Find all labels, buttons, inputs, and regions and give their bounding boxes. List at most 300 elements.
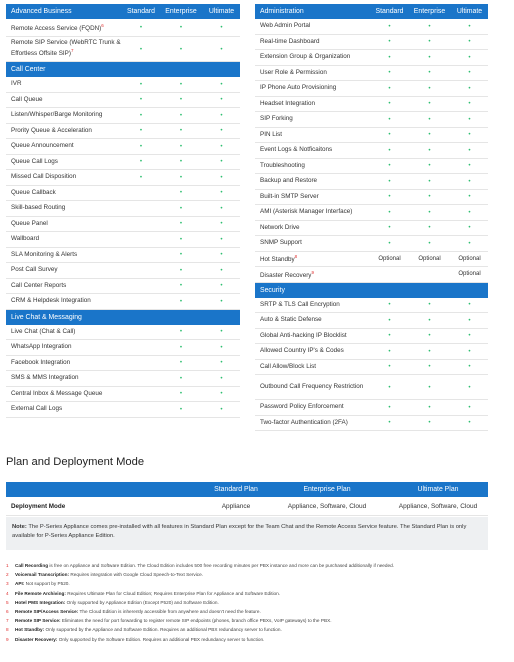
check-dot-icon: • xyxy=(220,328,223,336)
feature-label xyxy=(6,343,123,351)
check-dot-icon: • xyxy=(179,45,183,53)
footnote-item xyxy=(6,579,506,588)
col-header-ultimate: Ultimate xyxy=(456,8,483,15)
feature-name: Password Policy Enforcement xyxy=(260,403,344,411)
feature-row xyxy=(6,340,240,356)
feature-row xyxy=(6,155,240,171)
footnote-item xyxy=(6,589,506,598)
feature-label xyxy=(6,204,123,212)
feature-name: Skill-based Routing xyxy=(11,204,66,212)
footnote-text: Only supported by the Appliance and Software Edition. Requires an additional PBX redundancy server to function. xyxy=(44,627,282,633)
footnote-item xyxy=(6,625,506,634)
feature-name: Hot Standby xyxy=(260,256,295,264)
check-dot-icon: • xyxy=(220,220,223,228)
feature-label xyxy=(6,374,123,382)
check-dot-icon: • xyxy=(468,115,471,123)
check-dot-icon: • xyxy=(179,405,183,413)
feature-row xyxy=(6,186,240,202)
check-dot-icon: • xyxy=(220,158,223,166)
footnote-item xyxy=(6,635,506,644)
plan-col-ultimate: Ultimate Plan xyxy=(417,486,459,493)
feature-row xyxy=(6,263,240,279)
feature-row xyxy=(6,325,240,341)
check-dot-icon: • xyxy=(220,96,223,104)
note-box xyxy=(6,517,488,550)
check-dot-icon: • xyxy=(388,419,391,427)
feature-label xyxy=(255,316,371,324)
check-dot-icon: • xyxy=(428,193,431,201)
check-dot-icon: • xyxy=(428,84,431,92)
feature-label xyxy=(255,22,371,30)
feature-name: Auto & Static Defense xyxy=(260,316,322,324)
feature-name: Queue Panel xyxy=(11,219,48,227)
check-dot-icon: • xyxy=(428,131,431,139)
check-dot-icon: • xyxy=(388,100,391,108)
footnote-text: Requires Ultimate Plan for Cloud Edition; Requires Enterprise Plan for Appliance and Software Edition. xyxy=(65,590,281,596)
availability-cell: Optional xyxy=(418,255,441,262)
feature-label xyxy=(6,39,123,58)
check-dot-icon: • xyxy=(179,235,183,243)
plan-col-enterprise: Enterprise Plan xyxy=(303,486,351,493)
footnote-item xyxy=(6,607,506,616)
footnote-title: Disaster Recovery: xyxy=(15,636,58,642)
feature-label xyxy=(6,220,123,228)
footnote-text: The Cloud Edition is inherently accessible from anywhere and doesn't need the feature. xyxy=(78,609,261,615)
feature-name: Troubleshooting xyxy=(260,161,305,169)
check-dot-icon: • xyxy=(468,69,471,77)
feature-row xyxy=(255,159,488,175)
feature-row xyxy=(255,97,488,113)
feature-label xyxy=(6,80,123,88)
plan-table xyxy=(6,482,488,516)
availability-cell: Optional xyxy=(378,255,401,262)
feature-label xyxy=(255,84,371,92)
feature-name: AMI (Asterisk Manager Interface) xyxy=(260,208,353,216)
check-dot-icon: • xyxy=(220,235,223,243)
feature-label xyxy=(255,239,371,247)
check-dot-icon: • xyxy=(220,189,223,197)
feature-row xyxy=(255,66,488,82)
check-dot-icon: • xyxy=(388,84,391,92)
footnote-title: Remote SIP/Access Service: xyxy=(15,609,79,615)
check-dot-icon: • xyxy=(179,220,183,228)
footnote-body xyxy=(15,635,264,644)
feature-label xyxy=(6,189,123,197)
check-dot-icon: • xyxy=(388,208,391,216)
feature-name: IP Phone Auto Provisioning xyxy=(260,84,337,92)
footnote-title: API: xyxy=(15,581,25,587)
col-header-standard: Standard xyxy=(375,8,404,15)
check-dot-icon: • xyxy=(220,251,223,259)
feature-name: PIN List xyxy=(260,130,283,138)
check-dot-icon: • xyxy=(428,224,431,232)
feature-label xyxy=(255,193,371,201)
feature-name: Listen/Whisper/Barge Monitoring xyxy=(11,111,103,119)
check-dot-icon: • xyxy=(428,208,431,216)
check-dot-icon: • xyxy=(388,224,391,232)
feature-name: Queue Callback xyxy=(11,188,56,196)
feature-name: Prority Queue & Acceleration xyxy=(11,126,92,134)
check-dot-icon: • xyxy=(428,383,431,391)
check-dot-icon: • xyxy=(428,332,431,340)
feature-name: SIP Forking xyxy=(260,115,293,123)
check-dot-icon: • xyxy=(468,316,471,324)
feature-label xyxy=(255,146,371,154)
feature-name: Disaster Recovery xyxy=(260,271,312,279)
check-dot-icon: • xyxy=(468,208,471,216)
check-dot-icon: • xyxy=(428,162,431,170)
feature-label xyxy=(255,38,371,46)
feature-row xyxy=(6,248,240,264)
check-dot-icon: • xyxy=(220,343,223,351)
footnote-text: is free on Appliance and Software Edition. The Cloud Edition includes 500 free recording minutes per PBX instance and more can be purchased additionally if needed. xyxy=(48,563,395,568)
footnote-title: File Remote Archiving: xyxy=(15,590,66,596)
check-dot-icon: • xyxy=(220,111,223,119)
feature-name: Wallboard xyxy=(11,235,40,243)
table-header xyxy=(6,4,240,19)
feature-row xyxy=(6,371,240,387)
feature-row xyxy=(255,190,488,206)
check-dot-icon: • xyxy=(428,316,431,324)
feature-name: Built-in SMTP Server xyxy=(260,192,319,200)
check-dot-icon: • xyxy=(179,343,183,351)
check-dot-icon: • xyxy=(388,177,391,185)
feature-row xyxy=(255,360,488,376)
check-dot-icon: • xyxy=(139,24,143,31)
check-dot-icon: • xyxy=(468,363,471,371)
check-dot-icon: • xyxy=(220,297,223,305)
check-dot-icon: • xyxy=(220,266,223,274)
feature-label xyxy=(255,162,371,170)
check-dot-icon: • xyxy=(468,53,471,61)
check-dot-icon: • xyxy=(220,204,223,212)
plan-table-header xyxy=(6,482,488,497)
check-dot-icon: • xyxy=(220,142,223,150)
check-dot-icon: • xyxy=(388,69,391,77)
check-dot-icon: • xyxy=(179,158,183,166)
check-dot-icon: • xyxy=(428,22,431,30)
feature-row xyxy=(255,143,488,159)
footnote-body xyxy=(15,579,70,588)
feature-label xyxy=(255,224,371,232)
feature-row xyxy=(255,81,488,97)
check-dot-icon: • xyxy=(388,115,391,123)
plan-row-deployment xyxy=(6,497,488,516)
check-dot-icon: • xyxy=(428,177,431,185)
plan-row-label: Deployment Mode xyxy=(11,502,66,510)
feature-row xyxy=(6,201,240,217)
feature-row xyxy=(6,37,240,62)
feature-row xyxy=(255,50,488,66)
check-dot-icon: • xyxy=(139,111,143,119)
check-dot-icon: • xyxy=(468,332,471,340)
feature-row xyxy=(255,344,488,360)
check-dot-icon: • xyxy=(220,405,223,413)
feature-label xyxy=(255,347,371,355)
feature-row xyxy=(6,402,240,418)
feature-label xyxy=(255,100,371,108)
check-dot-icon: • xyxy=(139,45,143,53)
footnote-title: Call Recording xyxy=(15,563,49,568)
footnote-number: 2 xyxy=(6,572,9,578)
feature-row xyxy=(255,313,488,329)
check-dot-icon: • xyxy=(179,24,183,31)
feature-row xyxy=(255,205,488,221)
check-dot-icon: • xyxy=(139,80,143,88)
check-dot-icon: • xyxy=(220,359,223,367)
check-dot-icon: • xyxy=(179,142,183,150)
feature-label xyxy=(6,235,123,243)
check-dot-icon: • xyxy=(388,53,391,61)
check-dot-icon: • xyxy=(428,146,431,154)
feature-label xyxy=(6,158,123,166)
check-dot-icon: • xyxy=(428,53,431,61)
feature-name: Remote SIP Service (WebRTC Trunk & Effortless Offsite SIP) xyxy=(11,39,121,58)
check-dot-icon: • xyxy=(468,403,471,411)
footnote-text: Eliminates the need for port forwarding to register remote SIP endpoints (phones, branch office PBXs, VoIP gateways) to the PBX. xyxy=(60,618,332,624)
feature-row xyxy=(255,416,488,432)
feature-name: Extension Group & Organization xyxy=(260,53,351,61)
footnote-body xyxy=(15,598,219,607)
check-dot-icon: • xyxy=(428,301,431,309)
feature-row xyxy=(6,279,240,295)
check-dot-icon: • xyxy=(220,374,223,382)
feature-name: Post Call Survey xyxy=(11,266,58,274)
check-dot-icon: • xyxy=(428,69,431,77)
feature-label xyxy=(255,403,371,411)
check-dot-icon: • xyxy=(388,403,391,411)
footnote-number: 6 xyxy=(6,609,9,615)
availability-cell: Optional xyxy=(458,255,481,262)
footnote-number: 1 xyxy=(6,563,9,568)
footnotes xyxy=(6,561,506,644)
feature-row xyxy=(255,19,488,35)
feature-label xyxy=(6,405,123,413)
check-dot-icon: • xyxy=(388,316,391,324)
feature-row xyxy=(255,252,488,268)
check-dot-icon: • xyxy=(468,131,471,139)
feature-name: Call Queue xyxy=(11,95,43,103)
footnote-number: 7 xyxy=(6,618,9,624)
footnote-text: Only supported by the Software Edition. Requires an additional PBX redundancy server to function. xyxy=(57,636,265,642)
feature-row xyxy=(6,139,240,155)
table-header-label: Advanced Business xyxy=(11,8,72,15)
feature-name: Allowed Country IP's & Codes xyxy=(260,347,344,355)
note-prefix: Note: xyxy=(12,524,27,530)
check-dot-icon: • xyxy=(179,96,183,104)
section-header-security: Security xyxy=(255,283,488,298)
check-dot-icon: • xyxy=(220,173,223,181)
check-dot-icon: • xyxy=(388,301,391,309)
footnote-title: Hot Standby: xyxy=(15,627,45,633)
footnote-title: Voicemail Transcription: xyxy=(15,572,70,578)
check-dot-icon: • xyxy=(388,162,391,170)
feature-name: Web Admin Portal xyxy=(260,22,311,30)
plan-section-title: Plan and Deployment Mode xyxy=(6,456,145,468)
feature-name: SMS & MMS Integration xyxy=(11,374,79,382)
feature-label xyxy=(6,359,123,367)
footnote-number: 5 xyxy=(6,599,9,605)
check-dot-icon: • xyxy=(428,100,431,108)
check-dot-icon: • xyxy=(388,332,391,340)
feature-label xyxy=(6,142,123,150)
check-dot-icon: • xyxy=(468,162,471,170)
check-dot-icon: • xyxy=(179,282,183,290)
feature-name: Facebook Integration xyxy=(11,358,71,366)
feature-row xyxy=(255,298,488,314)
feature-row xyxy=(255,35,488,51)
feature-row xyxy=(255,400,488,416)
feature-name: Event Logs & Notficaitons xyxy=(260,146,333,154)
check-dot-icon: • xyxy=(179,189,183,197)
check-dot-icon: • xyxy=(388,22,391,30)
check-dot-icon: • xyxy=(179,328,183,336)
feature-label xyxy=(255,419,371,427)
feature-label xyxy=(255,301,371,309)
footnote-item xyxy=(6,616,506,625)
feature-name: IVR xyxy=(11,80,22,88)
feature-row xyxy=(255,329,488,345)
check-dot-icon: • xyxy=(468,301,471,309)
feature-row xyxy=(255,112,488,128)
availability-cell: Optional xyxy=(458,271,481,278)
check-dot-icon: • xyxy=(428,38,431,46)
feature-label xyxy=(6,22,123,33)
check-dot-icon: • xyxy=(388,193,391,201)
feature-label xyxy=(255,363,371,371)
check-dot-icon: • xyxy=(468,146,471,154)
feature-label xyxy=(255,383,371,391)
check-dot-icon: • xyxy=(139,158,143,166)
feature-name: Outbound Call Frequency Restriction xyxy=(260,383,364,390)
footnote-item xyxy=(6,561,506,570)
check-dot-icon: • xyxy=(388,131,391,139)
footnote-number: 9 xyxy=(6,636,9,642)
feature-label xyxy=(6,282,123,290)
feature-label xyxy=(6,127,123,135)
plan-value-ultimate: Appliance, Software, Cloud xyxy=(398,502,478,510)
feature-label xyxy=(255,131,371,139)
feature-row xyxy=(6,19,240,37)
footnote-ref: 9 xyxy=(311,269,314,275)
feature-label xyxy=(6,297,123,305)
footnote-item xyxy=(6,598,506,607)
feature-row xyxy=(6,232,240,248)
feature-table-right xyxy=(255,4,488,431)
feature-name: Network Drive xyxy=(260,223,300,231)
feature-row xyxy=(255,221,488,237)
check-dot-icon: • xyxy=(220,80,223,88)
check-dot-icon: • xyxy=(179,390,183,398)
check-dot-icon: • xyxy=(468,100,471,108)
feature-row xyxy=(255,375,488,400)
check-dot-icon: • xyxy=(468,347,471,355)
check-dot-icon: • xyxy=(220,390,223,398)
feature-name: Headset Integration xyxy=(260,99,315,107)
check-dot-icon: • xyxy=(468,419,471,427)
feature-name: Central Inbox & Message Queue xyxy=(11,389,103,397)
feature-row xyxy=(255,267,488,283)
check-dot-icon: • xyxy=(388,146,391,154)
feature-name: User Role & Permission xyxy=(260,68,327,76)
plan-value-enterprise: Appliance, Software, Cloud xyxy=(287,502,367,510)
feature-label xyxy=(6,390,123,398)
check-dot-icon: • xyxy=(179,251,183,259)
feature-row xyxy=(6,217,240,233)
feature-name: Call Center Reports xyxy=(11,281,67,289)
check-dot-icon: • xyxy=(179,111,183,119)
table-header xyxy=(255,4,488,19)
check-dot-icon: • xyxy=(468,38,471,46)
footnote-number: 4 xyxy=(6,590,9,596)
section-header-live-chat-messaging: Live Chat & Messaging xyxy=(6,310,240,325)
feature-row xyxy=(6,108,240,124)
plan-col-standard: Standard Plan xyxy=(214,486,258,493)
feature-row xyxy=(255,174,488,190)
feature-row xyxy=(255,236,488,252)
feature-name: Global Anti-hacking IP Blocklist xyxy=(260,331,347,339)
feature-label xyxy=(6,328,123,336)
feature-name: SNMP Support xyxy=(260,239,302,247)
col-header-enterprise: Enterprise xyxy=(413,8,446,15)
check-dot-icon: • xyxy=(468,193,471,201)
col-header-enterprise: Enterprise xyxy=(165,8,197,15)
footnote-item xyxy=(6,570,506,579)
feature-name: SLA Monitoring & Alerts xyxy=(11,250,78,258)
check-dot-icon: • xyxy=(139,173,143,181)
check-dot-icon: • xyxy=(468,224,471,232)
feature-label xyxy=(255,253,371,264)
footnote-ref: 8 xyxy=(294,254,298,260)
footnote-body xyxy=(15,570,203,579)
note-text: The P-Series Appliance comes pre-installed with all features in Standard Plan except for the Team Chat and the Remote Access Service feature. The Standard Plan is only available for P-Series Appliance Edition. xyxy=(12,524,467,539)
feature-label xyxy=(6,266,123,274)
col-header-standard: Standard xyxy=(127,8,155,15)
feature-label xyxy=(255,208,371,216)
feature-label xyxy=(255,69,371,77)
check-dot-icon: • xyxy=(220,24,223,31)
footnote-ref: 6 xyxy=(101,22,104,28)
footnote-text: Requires integration with Google Cloud Speech-to-Text Service. xyxy=(69,572,204,578)
check-dot-icon: • xyxy=(179,266,183,274)
feature-row xyxy=(255,128,488,144)
check-dot-icon: • xyxy=(428,115,431,123)
footnote-body xyxy=(15,616,332,625)
check-dot-icon: • xyxy=(388,383,391,391)
feature-label xyxy=(255,269,371,280)
feature-label xyxy=(6,251,123,259)
check-dot-icon: • xyxy=(220,45,223,53)
plan-value-standard: Appliance xyxy=(221,502,251,510)
feature-name: Live Chat (Chat & Call) xyxy=(11,327,76,335)
footnote-body xyxy=(15,607,261,616)
feature-name: Call Allow/Block List xyxy=(260,362,316,370)
check-dot-icon: • xyxy=(428,347,431,355)
footnote-text: Not support by P520. xyxy=(24,581,70,587)
feature-row xyxy=(6,93,240,109)
check-dot-icon: • xyxy=(179,80,183,88)
footnote-ref: 7 xyxy=(70,48,74,54)
footnote-title: Remote SIP Service: xyxy=(15,618,61,624)
feature-name: Real-time Dashboard xyxy=(260,37,320,45)
check-dot-icon: • xyxy=(388,239,391,247)
feature-name: Queue Call Logs xyxy=(11,157,58,165)
feature-label xyxy=(255,53,371,61)
check-dot-icon: • xyxy=(428,403,431,411)
feature-name: WhatsApp Integration xyxy=(11,343,72,351)
check-dot-icon: • xyxy=(468,177,471,185)
check-dot-icon: • xyxy=(179,127,183,135)
